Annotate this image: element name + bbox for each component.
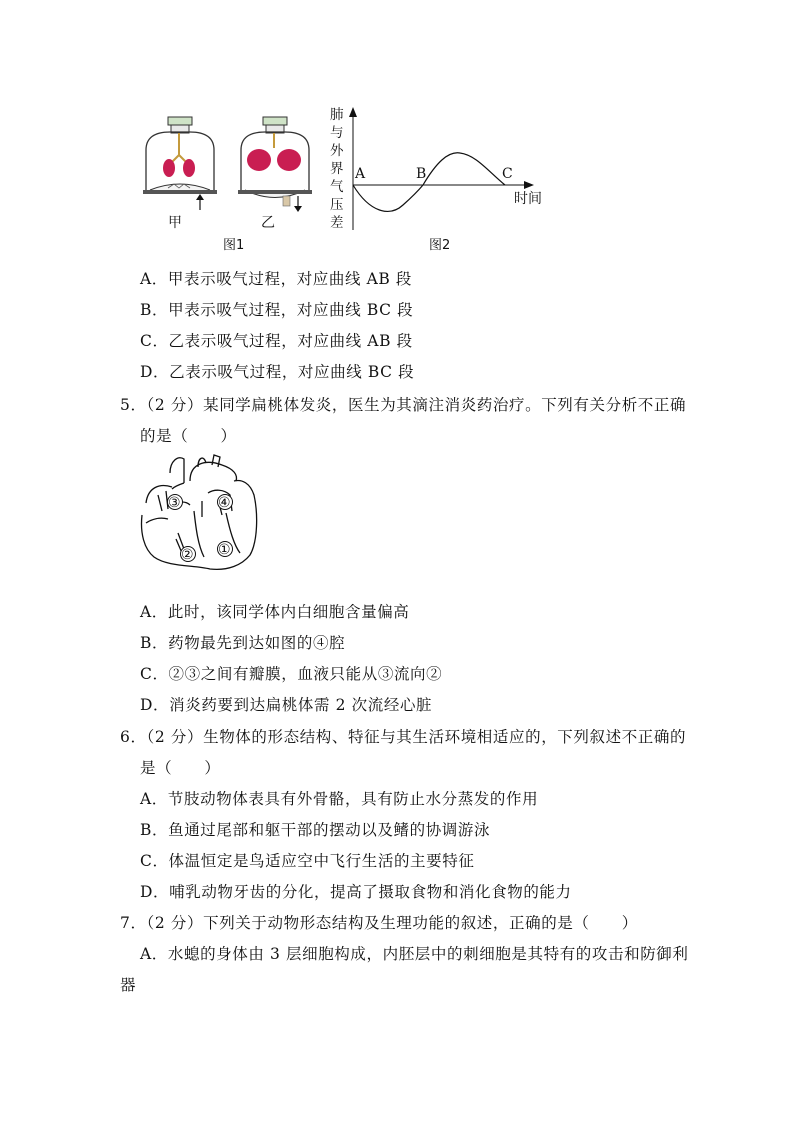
q5-option-d: D．消炎药要到达扁桃体需 2 次流经心脏 (140, 696, 433, 714)
heart-label-3: ③ (168, 495, 181, 511)
y-axis-label-char: 差 (330, 215, 344, 231)
q6-option-a: A．节肢动物体表具有外骨骼，具有防止水分蒸发的作用 (140, 790, 539, 808)
heart-label-4: ④ (218, 495, 231, 511)
q4-option-b: B．甲表示吸气过程，对应曲线 BC 段 (140, 301, 414, 319)
q4-option-c: C．乙表示吸气过程，对应曲线 AB 段 (140, 332, 413, 350)
q4-option-a: A．甲表示吸气过程，对应曲线 AB 段 (140, 270, 413, 288)
bell-jar-a (143, 117, 217, 210)
q6-stem-line1: 6．（2 分）生物体的形态结构、特征与其生活环境相适应的，下列叙述不正确的 (120, 728, 687, 746)
y-axis-label-char: 压 (330, 197, 344, 213)
figure1 (138, 110, 318, 255)
y-axis-label-char: 与 (330, 125, 344, 141)
q7-stem: 7．（2 分）下列关于动物形态结构及生理功能的叙述，正确的是（ ） (120, 914, 638, 932)
point-c-label: C (502, 166, 513, 182)
figure2 (328, 105, 548, 255)
y-axis-label-char: 外 (330, 143, 344, 159)
q5-option-a: A．此时，该同学体内白细胞含量偏高 (140, 603, 410, 621)
jar-a-label: 甲 (168, 215, 182, 231)
figure1-caption: 图1 (223, 238, 245, 253)
heart-label-2: ② (181, 547, 194, 563)
q7-option-a-line1: A．水螅的身体由 3 层细胞构成，内胚层中的刺细胞是其特有的攻击和防御利 (140, 945, 689, 963)
y-axis-label-char: 气 (330, 179, 344, 195)
q7-option-a-line2: 器 (120, 976, 137, 994)
bell-jar-diagram (138, 110, 318, 220)
q4-option-d: D．乙表示吸气过程，对应曲线 BC 段 (140, 363, 415, 381)
q6-stem-line2: 是（ ） (140, 759, 221, 777)
q5-stem-line1: 5．（2 分）某同学扁桃体发炎，医生为其滴注消炎药治疗。下列有关分析不正确 (120, 396, 687, 414)
q6-option-d: D．哺乳动物牙齿的分化，提高了摄取食物和消化食物的能力 (140, 883, 572, 901)
figure2-caption: 图2 (429, 238, 451, 253)
q6-option-c: C．体温恒定是鸟适应空中飞行生活的主要特征 (140, 852, 475, 870)
heart-diagram (138, 453, 263, 573)
q5-stem-line2: 的是（ ） (140, 427, 237, 445)
point-b-label: B (416, 166, 427, 182)
point-a-label: A (355, 166, 366, 182)
q5-option-b: B．药物最先到达如图的④腔 (140, 634, 346, 652)
q5-option-c: C．②③之间有瓣膜，血液只能从③流向② (140, 665, 443, 683)
y-axis-label-char: 界 (330, 161, 344, 177)
heart-illustration (138, 453, 263, 573)
jar-b-label: 乙 (261, 215, 275, 231)
x-axis-label: 时间 (514, 191, 542, 207)
pressure-curve (348, 105, 548, 235)
q6-option-b: B．鱼通过尾部和躯干部的摆动以及鳍的协调游泳 (140, 821, 491, 839)
bell-jar-b (238, 117, 312, 212)
heart-label-1: ① (218, 542, 231, 558)
y-axis-label-char: 肺 (330, 107, 344, 123)
